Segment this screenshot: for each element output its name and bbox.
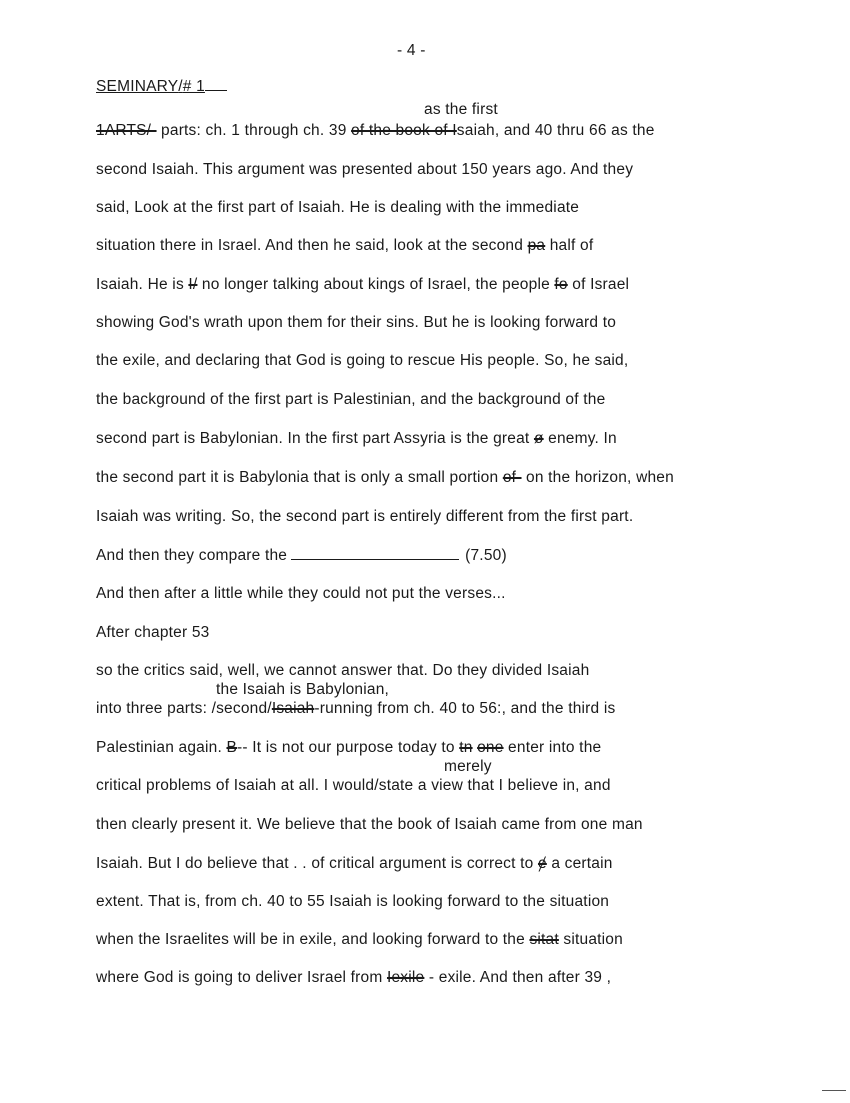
- text-line-22: when the Israelites will be in exile, and looking forward to the sitat situation: [96, 931, 623, 948]
- strike-1c: of the book of I: [351, 122, 457, 139]
- strike-9: ø: [533, 430, 544, 447]
- text-line-6: showing God's wrath upon them for their sins. But he is looking forward to: [96, 314, 617, 331]
- text-line-21: extent. That is, from ch. 40 to 55 Isaiah is looking forward to the situation: [96, 893, 610, 910]
- text-line-11: Isaiah was writing. So, the second part is entirely different from the first part.: [96, 508, 634, 525]
- strike-5d: fo: [554, 276, 568, 293]
- text-line-7: the exile, and declaring that God is going to rescue His people. So, he said,: [96, 352, 629, 369]
- heading-number: # 1: [182, 78, 205, 95]
- heading-underline-fill: [205, 78, 227, 91]
- text-line-8: the background of the first part is Palestinian, and the background of the: [96, 391, 606, 408]
- strike-4: pa: [527, 237, 546, 254]
- heading-slash: /: [178, 78, 183, 95]
- text-line-15: so the critics said, well, we cannot answer that. Do they divided Isaiah: [96, 662, 590, 679]
- text-line-2: second Isaiah. This argument was presented about 150 years ago. And they: [96, 161, 634, 178]
- strike-5b: I/: [188, 276, 198, 293]
- seminary-heading: [96, 78, 227, 96]
- text-line-5: Isaiah. He is I/ no longer talking about kings of Israel, the people fo of Israel: [96, 276, 630, 293]
- text-line-19: then clearly present it. We believe that the book of Isaiah came from one man: [96, 816, 643, 833]
- blank-underline: [291, 546, 459, 560]
- text-line-13: And then after a little while they could not put the verses...: [96, 585, 506, 602]
- strike-23: Iexile: [386, 969, 425, 986]
- strike-16: Isaiah: [271, 700, 315, 717]
- timestamp-note: (7.50): [465, 547, 507, 564]
- strike-20: ɇ: [537, 855, 547, 872]
- text-line-20: Isaiah. But I do believe that . . of critical argument is correct to ɇ a certain: [96, 855, 613, 872]
- insertion-line-1: as the first: [424, 101, 498, 118]
- heading-title: SEMINARY: [96, 78, 179, 95]
- text-line-17: Palestinian again. B-- It is not our purpose today to tn one enter into the: [96, 739, 602, 756]
- text-line-12: And then they compare the (7.50): [96, 547, 507, 564]
- insertion-line-16: the Isaiah is Babylonian,: [216, 681, 390, 698]
- text-line-4: situation there in Israel. And then he said, look at the second pa half of: [96, 237, 594, 254]
- text-line-1: 1ARTS/- parts: ch. 1 through ch. 39 of the book of Isaiah, and 40 thru 66 as the: [96, 122, 655, 139]
- strike-17f: one: [477, 739, 504, 756]
- text-line-14: After chapter 53: [96, 624, 210, 641]
- text-line-16: into three parts: /second/Isaiah-running from ch. 40 to 56:, and the third is: [96, 700, 616, 717]
- scan-edge-mark: [822, 1090, 846, 1091]
- strike-1a: 1ARTS/-: [96, 122, 157, 139]
- text-line-18: critical problems of Isaiah at all. I would/state a view that I believe in, and: [96, 777, 611, 794]
- strike-17d: tn: [459, 739, 473, 756]
- strike-22: sitat: [529, 931, 559, 948]
- text-line-10: the second part it is Babylonia that is only a small portion of- on the horizon, when: [96, 469, 674, 486]
- text-line-9: second part is Babylonian. In the first part Assyria is the great ø enemy. In: [96, 430, 617, 447]
- strike-17b: B: [226, 739, 238, 756]
- text-line-3: said, Look at the first part of Isaiah. He is dealing with the immediate: [96, 199, 580, 216]
- strike-10: of-: [502, 469, 522, 486]
- insertion-line-18: merely: [444, 758, 492, 775]
- page-number: - 4 -: [397, 42, 426, 59]
- text-line-23: where God is going to deliver Israel from Iexile - exile. And then after 39 ,: [96, 969, 612, 986]
